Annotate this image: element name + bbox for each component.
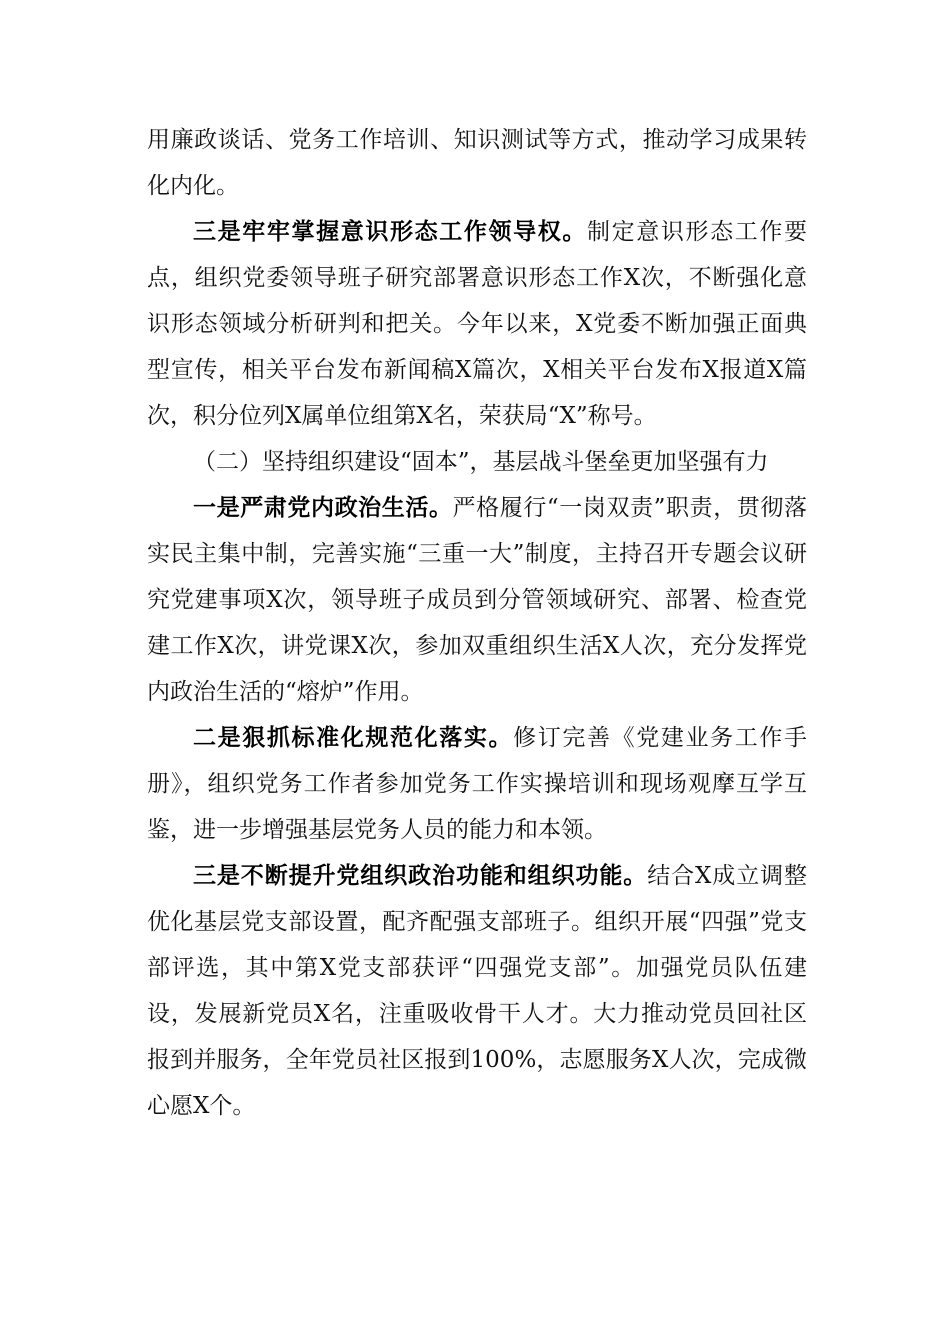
paragraph-lead: 三是牢牢掌握意识形态工作领导权。: [193, 219, 587, 245]
paragraph-lead: 一是严肃党内政治生活。: [193, 495, 453, 521]
paragraph-continuation: [147, 117, 807, 209]
section-heading-text: （二）坚持组织建设“固本”，基层战斗堡垒更加坚强有力: [193, 449, 769, 475]
paragraph-standardization: [147, 715, 807, 853]
paragraph-ideology: [147, 209, 807, 439]
paragraph-text: 结合X成立调整优化基层党支部设置，配齐配强支部班子。组织开展“四强”党支部评选，其中第X党支部获评“四强党支部”。加强党员队伍建设，发展新党员X名，注重吸收骨干人才。大力推动党员回社区报到并服务，全年党员社区报到100%，志愿服务X人次，完成微心愿X个。: [147, 863, 808, 1119]
paragraph-text: 用廉政谈话、党务工作培训、知识测试等方式，推动学习成果转化内化。: [147, 127, 807, 199]
paragraph-text: 严格履行“一岗双责”职责，贯彻落实民主集中制，完善实施“三重一大”制度，主持召开专题会议研究党建事项X次，领导班子成员到分管领域研究、部署、检查党建工作X次，讲党课X次，参加双重组织生活X人次，充分发挥党内政治生活的“熔炉”作用。: [147, 495, 807, 705]
paragraph-text: 制定意识形态工作要点，组织党委领导班子研究部署意识形态工作X次，不断强化意识形态领域分析研判和把关。今年以来，X党委不断加强正面典型宣传，相关平台发布新闻稿X篇次，X相关平台发布X报道X篇次，积分位列X属单位组第X名，荣获局“X”称号。: [147, 219, 807, 429]
paragraph-organization-function: [147, 853, 807, 1129]
paragraph-lead: 三是不断提升党组织政治功能和组织功能。: [193, 863, 648, 889]
paragraph-political-life: [147, 485, 807, 715]
paragraph-lead: 二是狠抓标准化规范化落实。: [193, 725, 514, 751]
paragraph-text: 修订完善《党建业务工作手册》，组织党务工作者参加党务工作实操培训和现场观摩互学互鉴，进一步增强基层党务人员的能力和本领。: [147, 725, 807, 843]
document-page: [147, 117, 807, 1129]
section-heading: [147, 439, 807, 485]
